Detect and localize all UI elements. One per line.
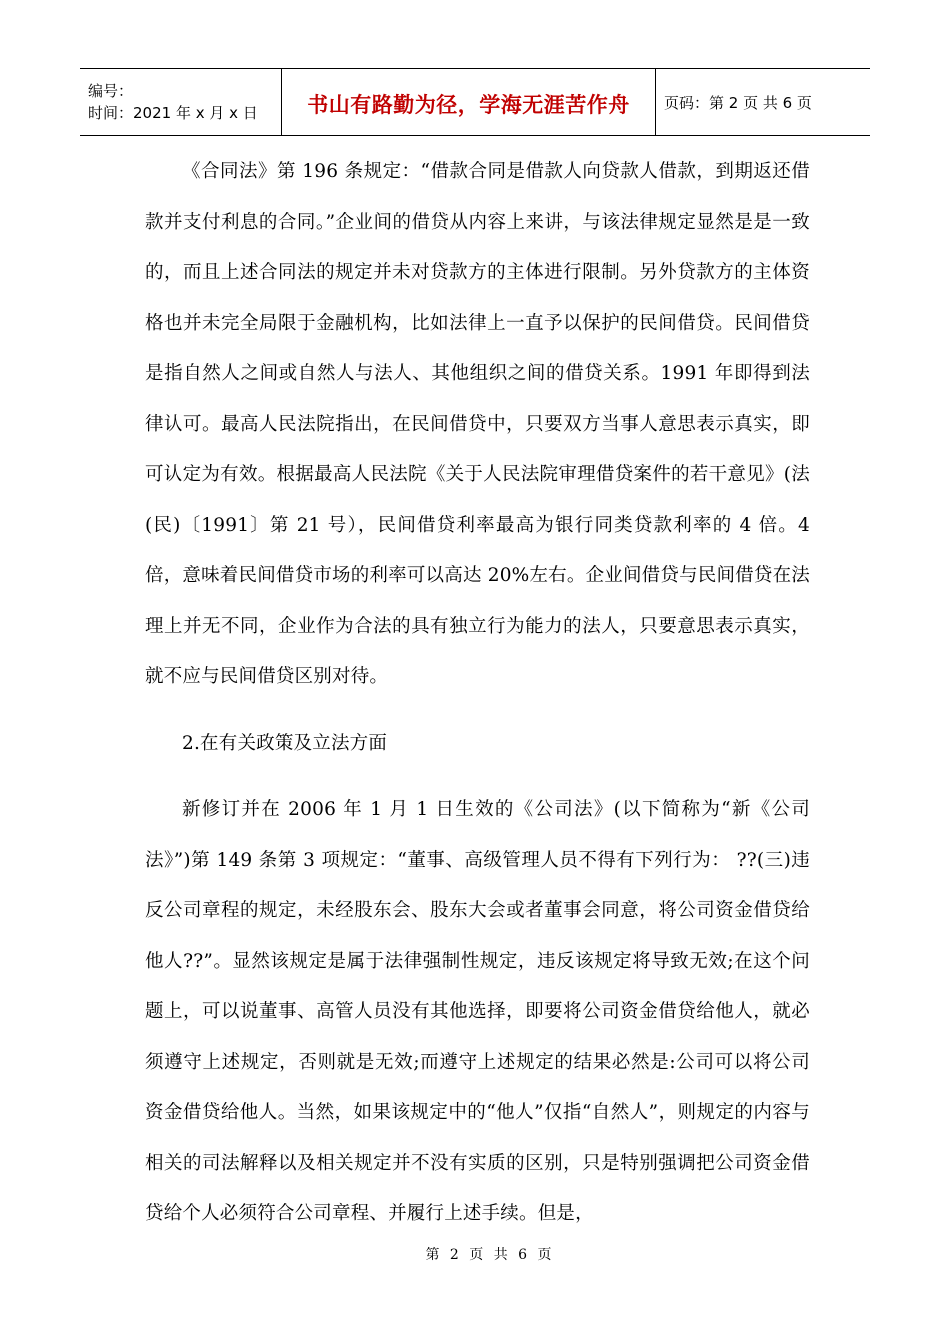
body-paragraph: 新修订并在 2006 年 1 月 1 日生效的《公司法》(以下简称为“新《公司法》”)第 149 条第 3 项规定：“董事、高级管理人员不得有下列行为： ??(三)违反公司章程的规定，未经股东会、股东大会或者董事会同意，将公司资金借贷给他人??”。显然该规定是属于法律强制性规定，违反该规定将导致无效;在这个问题上，可以说董事、高管人员没有其他选择，即要将公司资金借贷给他人，就必须遵守上述规定，否则就是无效;而遵守上述规定的结果必然是:公司可以将公司资金借贷给他人。当然，如果该规定中的“他人”仅指“自然人”，则规定的内容与相关的司法解释以及相关规定并不没有实质的区别，只是特别强调把公司资金借贷给个人必须符合公司章程、并履行上述手续。但是， bbox=[145, 799, 810, 1224]
document-number-label: 编号： bbox=[88, 82, 134, 100]
header-page-info-cell bbox=[656, 69, 870, 135]
header-motto-cell bbox=[282, 69, 656, 135]
document-body bbox=[145, 147, 810, 1240]
document-date: 时间：2021 年 x 月 x 日 bbox=[88, 104, 258, 122]
header-page-info: 页码：第 2 页 共 6 页 bbox=[664, 93, 812, 112]
header-motto: 书山有路勤为径，学海无涯苦作舟 bbox=[307, 93, 630, 117]
page-footer bbox=[0, 1244, 950, 1264]
footer-page-number: 第 2 页 共 6 页 bbox=[425, 1247, 555, 1263]
section-heading: 2.在有关政策及立法方面 bbox=[182, 732, 388, 754]
document-header bbox=[80, 68, 870, 136]
header-meta bbox=[80, 69, 282, 135]
body-paragraph: 《合同法》第 196 条规定：“借款合同是借款人向贷款人借款，到期返还借款并支付利息的合同。”企业间的借贷从内容上来讲，与该法律规定显然是是一致的，而且上述合同法的规定并未对贷款方的主体进行限制。另外贷款方的主体资格也并未完全局限于金融机构，比如法律上一直予以保护的民间借贷。民间借贷是指自然人之间或自然人与法人、其他组织之间的借贷关系。1991 年即得到法律认可。最高人民法院指出，在民间借贷中，只要双方当事人意思表示真实，即可认定为有效。根据最高人民法院《关于人民法院审理借贷案件的若干意见》(法(民)〔1991〕第 21 号），民间借贷利率最高为银行同类贷款利率的 4 倍。4 倍，意味着民间借贷市场的利率可以高达 20%左右。企业间借贷与民间借贷在法理上并无不同，企业作为合法的具有独立行为能力的法人，只要意思表示真实，就不应与民间借贷区别对待。 bbox=[145, 161, 810, 687]
